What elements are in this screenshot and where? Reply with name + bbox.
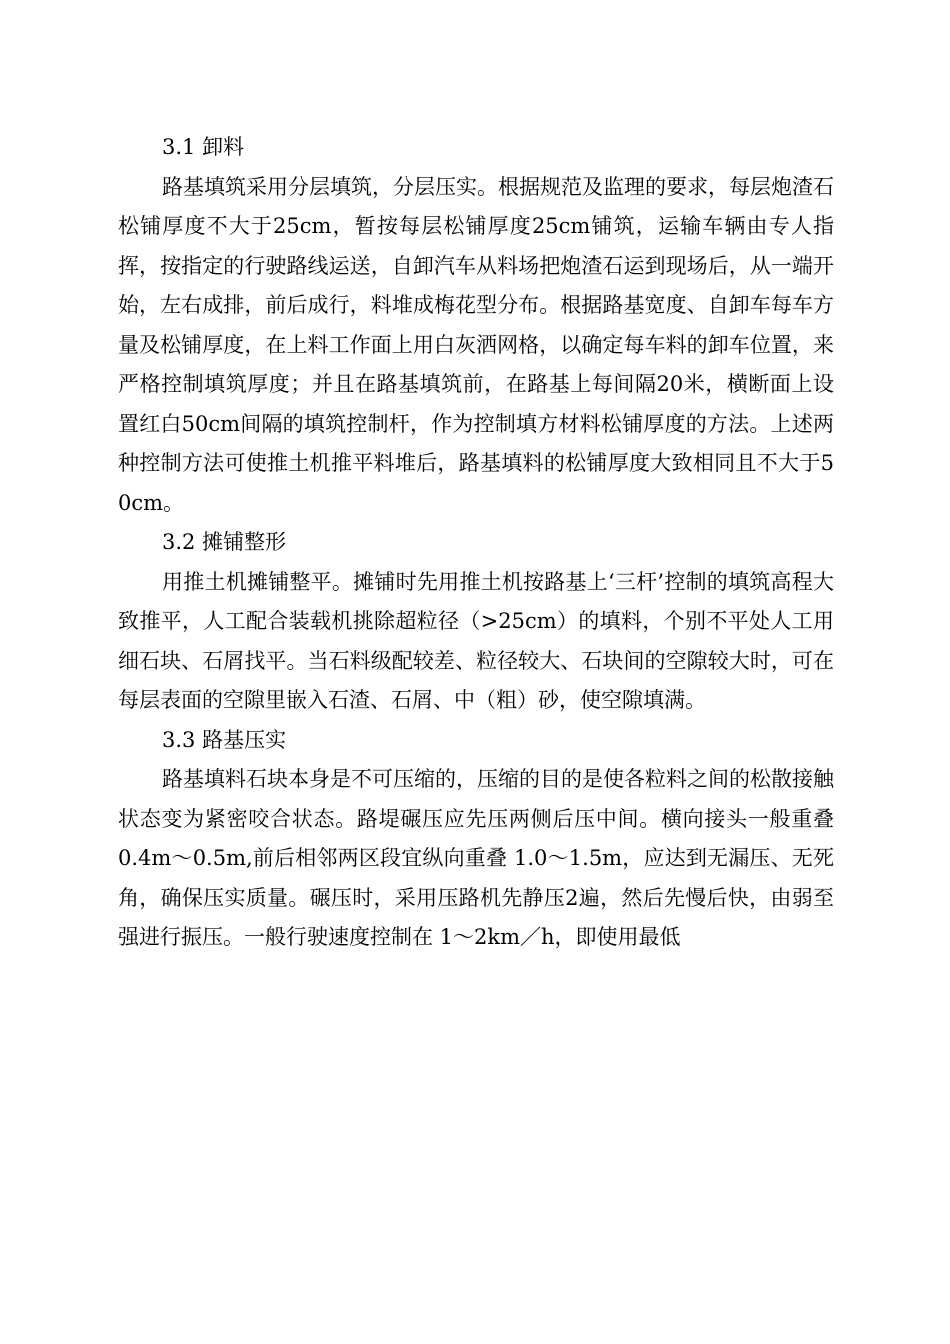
section-heading-spreading: 3.2 摊铺整形 (162, 530, 287, 554)
section-spreading (118, 523, 834, 721)
section-unloading (118, 128, 834, 523)
section-body-compaction: 路基填料石块本身是不可压缩的，压缩的目的是使各粒料之间的松散接触状态变为紧密咬合状态。路堤碾压应先压两侧后压中间。横向接头一般重叠 0.4m～0.5m,前后相邻两区段宜纵向重叠 1.0～1.5m，应达到无漏压、无死角，确保压实质量。碾压时，采用压路机先静压2遍，然后先慢后快，由弱至强进行振压。一般行驶速度控制在 1～2km／h，即使用最低 (118, 767, 834, 949)
section-heading-unloading: 3.1 卸料 (162, 135, 245, 159)
section-body-spreading: 用推土机摊铺整平。摊铺时先用推土机按路基上‘三杆’控制的填筑高程大致推平，人工配合装载机挑除超粒径（>25cm）的填料，个别不平处人工用细石块、石屑找平。当石料级配较差、粒径较大、石块间的空隙较大时，可在每层表面的空隙里嵌入石渣、石屑、中（粗）砂，使空隙填满。 (118, 569, 834, 712)
section-body-unloading: 路基填筑采用分层填筑，分层压实。根据规范及监理的要求，每层炮渣石松铺厚度不大于25cm，暂按每层松铺厚度25cm铺筑，运输车辆由专人指挥，按指定的行驶路线运送，自卸汽车从料场把炮渣石运到现场后，从一端开始，左右成排，前后成行，料堆成梅花型分布。根据路基宽度、自卸车每车方量及松铺厚度，在上料工作面上用白灰洒网格，以确定每车料的卸车位置，来严格控制填筑厚度；并且在路基填筑前，在路基上每间隔20米，横断面上设置红白50cm间隔的填筑控制杆，作为控制填方材料松铺厚度的方法。上述两种控制方法可使推土机推平料堆后，路基填料的松铺厚度大致相同且不大于50cm。 (118, 174, 834, 515)
section-compaction (118, 721, 834, 958)
section-heading-compaction: 3.3 路基压实 (162, 727, 287, 752)
document-page (118, 128, 834, 958)
